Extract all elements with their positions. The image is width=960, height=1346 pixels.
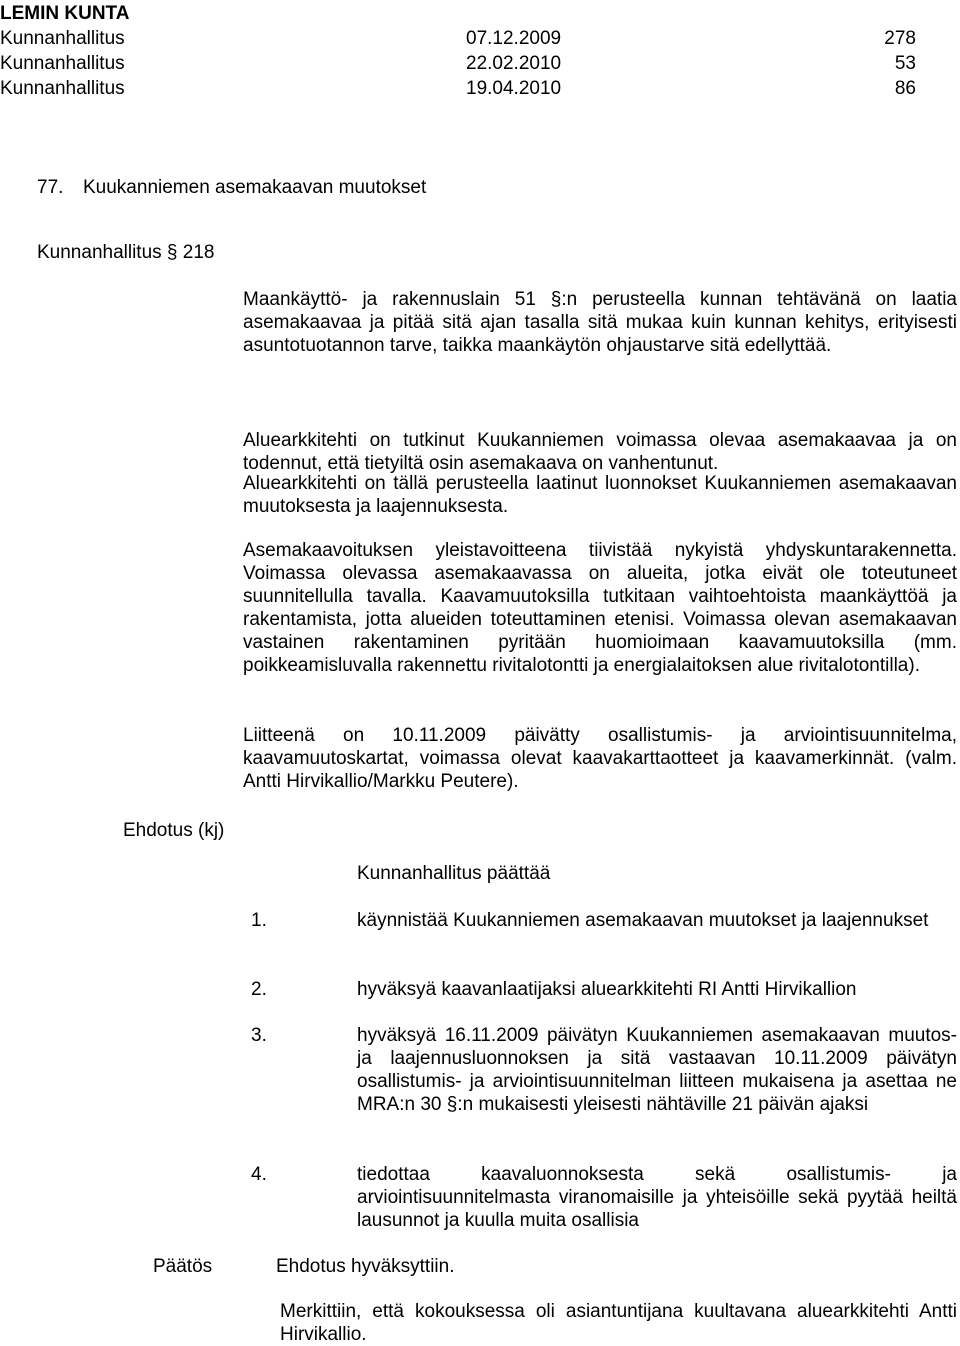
previous-reference: Kunnanhallitus § 218 [37, 242, 215, 263]
meeting-body: Kunnanhallitus [0, 53, 125, 74]
meeting-date: 07.12.2009 [466, 28, 562, 49]
proposal-label: Ehdotus (kj) [123, 820, 225, 841]
meeting-date: 22.02.2010 [466, 53, 562, 74]
body-paragraph: Aluearkkitehti on tällä perusteella laatinut luonnokset Kuukanniemen asemakaavan muutoksesta ja laajennuksesta. [243, 473, 957, 517]
item-title: Kuukanniemen asemakaavan muutokset [83, 177, 427, 198]
meeting-date: 19.04.2010 [466, 78, 562, 99]
list-item-text: käynnistää Kuukanniemen asemakaavan muutokset ja laajennukset [357, 910, 929, 931]
list-item-number: 4. [251, 1164, 267, 1185]
meeting-section-number: 53 [894, 53, 916, 74]
body-paragraph: Liitteenä on 10.11.2009 päivätty osallistumis- ja arviointisuunnitelma, kaavamuutoskartat, voimassa olevat kaavakarttaotteet ja kaavamerkinnät. (valm. Antti Hirvikallio/Markku Peutere). [243, 725, 957, 792]
list-item-text: hyväksyä 16.11.2009 päivätyn Kuukanniemen asemakaavan muutos- ja laajennusluonnoksen ja sitä vastaavan 10.11.2009 päivätyn osallistumis- ja arviointisuunnitelman liitteen mukaisena ja asettaa ne MRA:n 30 §:n mukaisesti yleisesti nähtäville 21 päivän ajaksi [357, 1025, 957, 1115]
list-item-number: 2. [251, 979, 267, 1000]
meeting-section-number: 278 [884, 28, 916, 49]
decision-label: Päätös [153, 1256, 213, 1277]
list-item-number: 3. [251, 1025, 267, 1046]
meeting-row [0, 27, 960, 51]
meeting-section-number: 86 [894, 78, 916, 99]
list-item-text: tiedottaa kaavaluonnoksesta sekä osallistumis- ja arviointisuunnitelmasta viranomaisille ja yhteisöille sekä pyytää heiltä lausunnot ja kuulla muita osallisia [357, 1164, 957, 1231]
body-paragraph: Aluearkkitehti on tutkinut Kuukanniemen voimassa olevaa asemakaavaa ja on todennut, että tietyiltä osin asemakaava on vanhentunut. [243, 430, 957, 474]
body-paragraph: Maankäyttö- ja rakennuslain 51 §:n perusteella kunnan tehtävänä on laatia asemakaavaa ja pitää sitä ajan tasalla sitä mukaa kuin kunnan kehitys, erityisesti asuntotuotannon tarve, taikka maankäytön ohjaustarve sitä edellyttää. [243, 289, 957, 356]
decision-text: Ehdotus hyväksyttiin. [276, 1256, 455, 1277]
meeting-body: Kunnanhallitus [0, 28, 125, 49]
meeting-row [0, 52, 960, 76]
proposal-lead: Kunnanhallitus päättää [357, 863, 551, 884]
body-paragraph: Asemakaavoituksen yleistavoitteena tiivistää nykyistä yhdyskuntarakennetta. Voimassa olevassa asemakaavassa on alueita, jotka eivät ole toteutuneet suunnitellulla tavalla. Kaavamuutoksilla tutkitaan vaihtoehtoista maankäyttöä ja rakentamista, jotta alueiden toteuttaminen etenisi. Voimassa olevan asemakaavan vastainen rakentaminen pyritään huomioimaan kaavamuutoksilla (mm. poikkeamisluvalla rakennettu rivitalotontti ja energialaitoksen alue rivitalotontilla). [243, 540, 957, 676]
organization-title: LEMIN KUNTA [0, 3, 130, 24]
meeting-row [0, 77, 960, 101]
meeting-body: Kunnanhallitus [0, 78, 125, 99]
decision-note: Merkittiin, että kokouksessa oli asiantuntijana kuultavana aluearkkitehti Antti Hirvikallio. [280, 1301, 957, 1345]
list-item-text: hyväksyä kaavanlaatijaksi aluearkkitehti RI Antti Hirvikallion [357, 979, 857, 1000]
item-number: 77. [37, 177, 64, 198]
list-item-number: 1. [251, 910, 267, 931]
